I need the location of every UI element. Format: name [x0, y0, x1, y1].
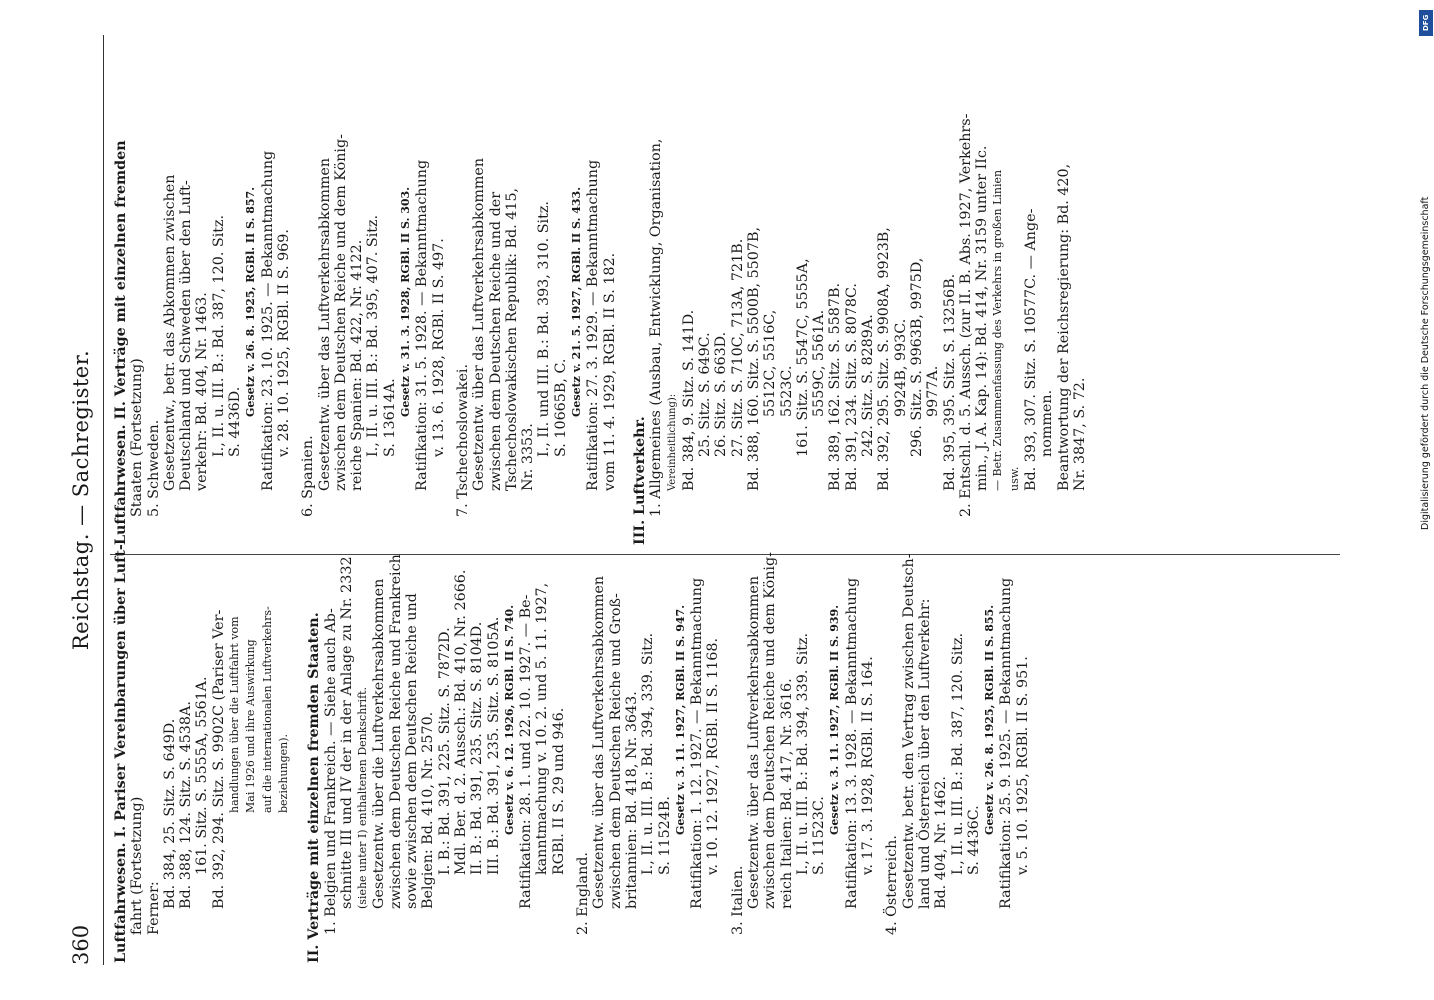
text-line: fahrt (Fortsetzung)	[129, 796, 146, 935]
text-line: v. 10. 12. 1927, RGBl. II S. 1168.	[705, 637, 722, 875]
text-line: I., II. u. III. B.: Bd. 387, 120. Sitz.	[210, 214, 227, 457]
text-line: reich Italien: Bd. 417, Nr. 3616.	[778, 678, 795, 909]
spacer	[567, 568, 575, 963]
text-line: Gesetz v. 3. 11. 1927, RGBl. II S. 939.	[828, 604, 842, 835]
text-line: I., II. u. III. B.: Bd. 395, 407. Sitz.	[365, 214, 382, 457]
text-line: Mai 1926 und ihre Auswirkung	[244, 639, 258, 813]
text-line: Belgien: Bd. 410, Nr. 2570.	[420, 711, 437, 909]
text-line: Nr. 3353.	[520, 423, 537, 491]
text-line: II. B.: Bd. 391, 235. Sitz. S. 8104D.	[469, 621, 486, 875]
text-line: 25. Sitz. S. 649C.	[697, 332, 714, 457]
text-line: min., J. A. Kap. 14): Bd. 414, Nr. 3159 unter IIc.	[974, 145, 991, 491]
text-line: I., II. und III. B.: Bd. 393, 310. Sitz.	[536, 201, 553, 457]
text-line: RGBl. II S. 29 und 946.	[550, 707, 567, 875]
text-line: sowie zwischen dem Deutschen Reiche und	[404, 593, 421, 909]
right-column	[113, 40, 1088, 545]
text-line: Bd. 388, 160. Sitz. S. 5500B, 5507B,	[745, 226, 762, 491]
text-line: I., II. u. III. B.: Bd. 394, 339. Sitz.	[640, 632, 657, 875]
text-line: 2. Entschl. d. 5. Aussch. (zur II. B. Abs. 1927, Verkehrs-	[957, 113, 974, 517]
text-line: beziehungen).	[276, 733, 290, 813]
text-line: zwischen dem Deutschen Reiche und Frankreich	[387, 554, 404, 909]
text-line: 27. Sitz. S. 710C, 713A, 721B.	[729, 238, 746, 457]
text-line: Gesetzentw. über das Luftverkehrsabkommen	[471, 157, 488, 491]
text-line: 3. Italien.	[729, 865, 746, 935]
text-line: auf die internationalen Luftverkehrs-	[260, 606, 274, 813]
text-line: britannien: Bd. 418, Nr. 3643.	[623, 691, 640, 909]
text-line: Bd. 384, 9. Sitz. S. 141D.	[680, 309, 697, 491]
text-line: Gesetz v. 21. 5. 1927, RGBl. II S. 433.	[570, 186, 584, 417]
page-number: 360	[69, 924, 93, 965]
text-line: schnitte III und IV der in der Anlage zu Nr. 2332	[338, 556, 355, 909]
text-line: v. 17. 3. 1928, RGBl. II S. 164.	[860, 656, 877, 875]
text-line: 5523C.	[778, 365, 795, 417]
text-line: S. 13614A.	[381, 378, 398, 457]
text-line: Mdl. Ber. d. 2. Aussch.: Bd. 410, Nr. 2666.	[452, 569, 469, 875]
text-line: Ratifikation: 23. 10. 1925. — Bekanntmachung	[259, 150, 276, 491]
text-line: 5. Schweden.	[145, 419, 162, 517]
text-line: 26. Sitz. S. 663D.	[713, 331, 730, 457]
text-line: Gesetzentw. betr. den Vertrag zwischen Deutsch-	[900, 553, 917, 909]
text-line: III. B.: Bd. 391, 235. Sitz. S. 8105A.	[485, 616, 502, 875]
text-line: zwischen dem Deutschen Reiche und Groß-	[607, 593, 624, 909]
text-line: handlungen über die Luftfahrt vom	[228, 616, 242, 813]
text-line: 296. Sitz. S. 9963B, 9975D,	[908, 257, 925, 457]
text-line: Deutschland und Schweden über den Luft-	[178, 180, 195, 491]
text-line: S. 10665B, C.	[552, 358, 569, 457]
text-line: v. 5. 10. 1925, RGBl. II S. 951.	[1014, 656, 1031, 875]
text-line: 2. England.	[575, 852, 592, 935]
dfg-logo: DFG	[1419, 10, 1433, 36]
spacer	[292, 40, 300, 545]
text-line: vom 11. 4. 1929, RGBl. II S. 182.	[601, 252, 618, 491]
margin-note	[1420, 10, 1434, 530]
text-line: zwischen dem Deutschen Reiche und dem König-	[332, 134, 349, 491]
text-line: Bd. 404, Nr. 1462.	[933, 776, 950, 909]
text-line: Ratifikation: 31. 5. 1928. — Bekanntmachung	[414, 159, 431, 491]
left-column	[113, 544, 1031, 963]
text-line: I., II. u. III. B.: Bd. 387, 120. Sitz.	[949, 632, 966, 875]
running-head	[65, 35, 105, 965]
text-line: Bd. 392, 294. Sitz. S. 9902C (Pariser Ver-	[210, 609, 227, 909]
text-line: Ratifikation: 25. 9. 1925. — Bekanntmachung	[998, 577, 1015, 909]
text-line: 242. Sitz. S. 8289A.	[860, 314, 877, 457]
text-line: Luftfahrwesen. II. Verträge mit einzelnen fremden	[113, 140, 129, 545]
text-line: reiche Spanien: Bd. 422, Nr. 4122.	[349, 239, 366, 491]
text-line: Gesetz v. 6. 12. 1926, RGBl. II S. 740.	[502, 604, 516, 835]
text-line: Bd. 384, 25. Sitz. S. 649D.	[161, 718, 178, 909]
header-rule	[103, 35, 104, 965]
spacer	[292, 568, 306, 963]
text-line: Bd. 395, 395. Sitz. S. 13256B.	[941, 273, 958, 491]
text-line: S. 4436C.	[965, 805, 982, 875]
text-line: Gesetz v. 26. 8. 1925, RGBl. II S. 855.	[983, 604, 997, 835]
text-line: 7. Tschechoslowakei.	[454, 363, 471, 517]
text-line: 9977A.	[925, 365, 942, 417]
text-line: Ratifikation: 1. 12. 1927. — Bekanntmachung	[689, 577, 706, 909]
text-line: III. Luftverkehr.	[631, 416, 648, 545]
spacer	[618, 40, 632, 545]
text-line: 1. Allgemeines (Ausbau, Entwicklung, Organisation,	[648, 138, 665, 517]
spacer	[722, 568, 730, 963]
text-line: v. 13. 6. 1928, RGBl. II S. 497.	[430, 238, 447, 457]
text-line: Vereinheitlichung):	[666, 393, 678, 491]
text-line: Ratifikation: 27. 3. 1929. — Bekanntmachung	[585, 159, 602, 491]
text-line: Gesetzentw. über das Luftverkehrsabkommen	[591, 575, 608, 909]
text-line: land und Österreich über den Luftverkehr:	[916, 598, 933, 909]
text-line: 5559C, 5561A.	[811, 309, 828, 417]
text-line: — Betr. Zusammenfassung des Verkehrs in großen Linien	[991, 169, 1005, 491]
text-line: zwischen dem Deutschen Reiche und dem König-	[762, 552, 779, 909]
text-line: v. 28. 10. 1925, RGBl. II S. 969.	[275, 229, 292, 457]
spacer	[447, 40, 455, 545]
text-line: 161. Sitz. S. 5547C, 5555A,	[794, 258, 811, 457]
text-line: 161. Sitz. S. 5555A, 5561A.	[194, 676, 211, 875]
text-line: Gesetzentw. über die Luftverkehrsabkommen	[371, 578, 388, 909]
text-line: Gesetzentw., betr. das Abkommen zwischen	[161, 174, 178, 491]
column-divider	[110, 554, 1340, 555]
text-line: Bd. 389, 162. Sitz. S. 5587B.	[827, 282, 844, 491]
text-line: Luftfahrwesen. I. Pariser Vereinbarungen über Luft-	[113, 544, 129, 963]
text-line: I., II. u. III. B.: Bd. 394, 339. Sitz.	[794, 632, 811, 875]
running-title: Reichstag. — Sachregister.	[69, 349, 93, 651]
text-line: 1. Belgien und Frankreich. — Siehe auch Ab-	[322, 608, 339, 935]
text-line: Ratifikation: 28. 1. und 22. 10. 1927. — Be-	[518, 594, 535, 909]
text-line: usw.	[1007, 466, 1021, 491]
text-line: Bd. 388, 124. Sitz. S. 4538A.	[178, 701, 195, 909]
text-line: verkehr: Bd. 404, Nr. 1463.	[194, 292, 211, 491]
text-line: II. Verträge mit einzelnen fremden Staaten.	[306, 612, 323, 963]
text-line: kanntmachung v. 10. 2. und 5. 11. 1927,	[534, 582, 551, 875]
text-line: Gesetz v. 26. 8. 1925, RGBl. II S. 857.	[244, 186, 258, 417]
text-line: Tschechoslowakischen Republik: Bd. 415,	[503, 187, 520, 491]
text-line: S. 11524B.	[656, 796, 673, 875]
text-line: (siehe unter I) enthaltenen Denkschrift.	[356, 686, 370, 909]
text-line: Beantwortung der Reichsregierung: Bd. 420,	[1055, 163, 1072, 491]
text-line: 6. Spanien.	[300, 435, 317, 517]
text-line: Staaten (Fortsetzung)	[129, 358, 146, 517]
text-line: zwischen dem Deutschen Reiche und der	[487, 191, 504, 491]
text-line: 4. Österreich.	[884, 835, 901, 935]
text-line: Bd. 393, 307. Sitz. S. 10577C. — Ange-	[1023, 208, 1040, 491]
text-line: Nr. 3847, S. 72.	[1071, 377, 1088, 491]
text-line: 9924B, 993C.	[892, 318, 909, 417]
text-line: Bd. 392, 295. Sitz. S. 9908A, 9923B,	[876, 227, 893, 491]
text-line: S. 11523C.	[811, 796, 828, 875]
margin-note-text: Digitalisierung gefördert durch die Deutsche Forschungsgemeinschaft	[1420, 196, 1431, 530]
text-line: Ferner:	[145, 881, 162, 935]
text-line: 5512C, 5516C,	[762, 309, 779, 417]
text-line: S. 4436D.	[227, 386, 244, 457]
rotated-page	[65, 35, 1365, 965]
text-line: Gesetzentw. über das Luftverkehrsabkommen	[745, 575, 762, 909]
text-line: Gesetz v. 3. 11. 1927, RGBl. II S. 947.	[673, 604, 687, 835]
text-line: Bd. 391, 234. Sitz. S. 8078C.	[843, 283, 860, 491]
text-line: nommen.	[1039, 389, 1056, 457]
text-line: Gesetz v. 31. 3. 1928, RGBl. II S. 303.	[399, 186, 413, 417]
text-line: I. B.: Bd. 391, 225. Sitz. S. 7872D.	[436, 627, 453, 875]
text-line: Gesetzentw. über das Luftverkehrsabkommen	[316, 157, 333, 491]
text-line: Ratifikation: 13. 3. 1928. — Bekanntmachung	[843, 577, 860, 909]
